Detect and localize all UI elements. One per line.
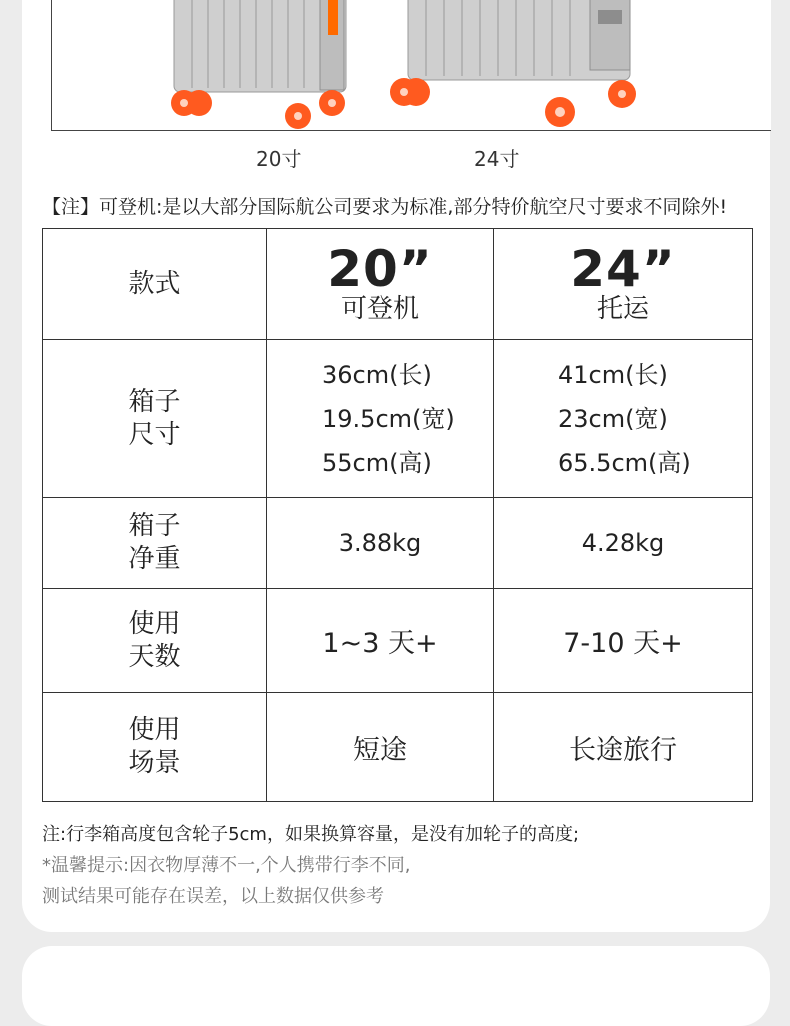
row-label-line: 天数 <box>128 641 181 672</box>
row-label-weight <box>43 498 267 589</box>
table-row-dimensions <box>43 340 753 498</box>
header-size-20: 20” <box>327 240 433 298</box>
header-label: 款式 <box>43 229 267 340</box>
dim-height-24: 65.5cm(高) <box>558 448 691 477</box>
row-label-line: 使用 <box>128 715 181 745</box>
row-label-line: 箱子 <box>128 386 181 417</box>
header-col-24 <box>494 229 753 340</box>
weight-24: 4.28kg <box>494 498 753 589</box>
luggage-illustration <box>52 0 771 130</box>
header-sub-20: 可登机 <box>340 294 419 324</box>
header-sub-24: 托运 <box>596 294 649 324</box>
row-label-line: 箱子 <box>128 511 181 541</box>
row-label-dimensions <box>43 340 267 498</box>
dims-24 <box>494 340 753 498</box>
row-label-scene <box>43 693 267 802</box>
dim-height-20: 55cm(高) <box>322 448 432 477</box>
row-label-days <box>43 589 267 693</box>
dim-length-24: 41cm(长) <box>558 360 668 389</box>
next-card <box>22 946 770 1026</box>
header-col-20 <box>267 229 494 340</box>
footnote-height: 注:行李箱高度包含轮子5cm，如果换算容量，是没有加轮子的高度; <box>42 824 580 845</box>
days-24: 7-10 天+ <box>494 589 753 693</box>
dim-width-24: 23cm(宽) <box>558 404 668 433</box>
suitcase-24-image <box>390 0 636 127</box>
spec-table <box>42 228 753 802</box>
row-label-line: 尺寸 <box>128 419 181 450</box>
table-row-scene <box>43 693 753 802</box>
dims-20 <box>267 340 494 498</box>
footnote-tip: *温馨提示:因衣物厚薄不一,个人携带行李不同, <box>42 855 411 876</box>
days-20: 1~3 天+ <box>267 589 494 693</box>
header-size-24: 24” <box>570 240 676 298</box>
suitcase-20-image <box>171 0 346 129</box>
row-label-line: 净重 <box>128 544 181 574</box>
luggage-photo <box>51 0 771 131</box>
weight-20: 3.88kg <box>267 498 494 589</box>
row-label-line: 使用 <box>128 608 181 639</box>
boarding-note: 【注】可登机:是以大部分国际航公司要求为标准,部分特价航空尺寸要求不同除外! <box>42 196 728 218</box>
dim-length-20: 36cm(长) <box>322 360 432 389</box>
footnote-reference: 测试结果可能存在误差，以上数据仅供参考 <box>42 886 384 907</box>
dim-width-20: 19.5cm(宽) <box>322 404 455 433</box>
scene-24: 长途旅行 <box>494 693 753 802</box>
size-label-20: 20寸 <box>256 147 302 171</box>
size-label-24: 24寸 <box>474 147 520 171</box>
row-label-line: 场景 <box>128 748 181 778</box>
table-row-weight <box>43 498 753 589</box>
table-row-header <box>43 229 753 340</box>
scene-20: 短途 <box>267 693 494 802</box>
table-row-days <box>43 589 753 693</box>
